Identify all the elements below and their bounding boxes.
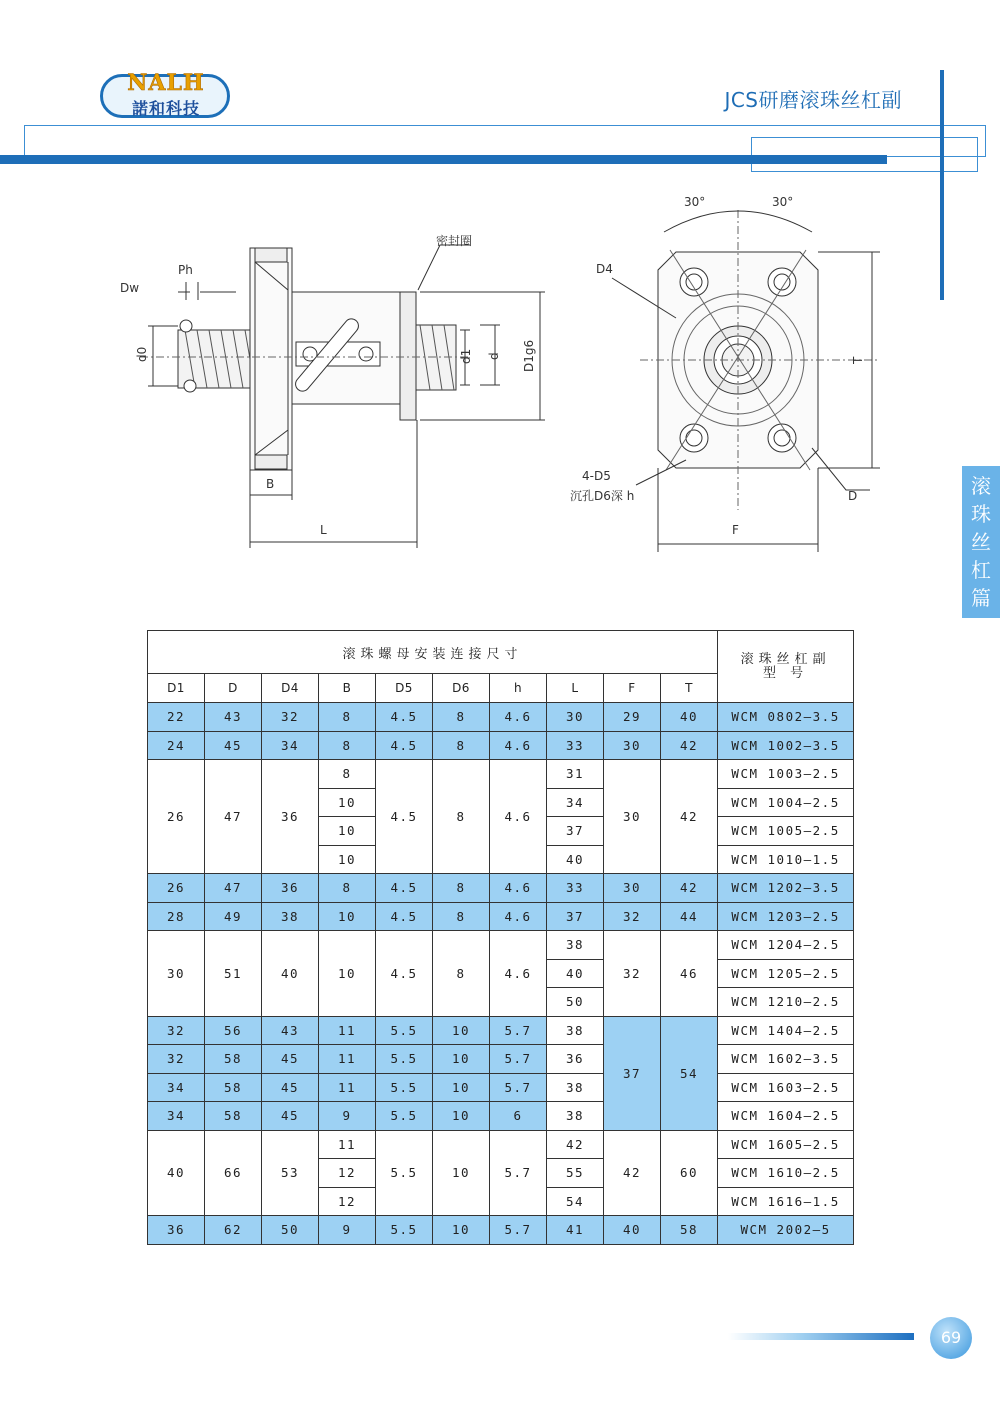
cell-d1: 26 (148, 874, 205, 903)
table-caption: 滚珠螺母安装连接尺寸 (148, 631, 718, 674)
cell-b: 10 (319, 845, 376, 874)
table-row (148, 931, 854, 960)
cell-d5: 4.5 (376, 731, 433, 760)
table-row (148, 731, 854, 760)
cell-d1: 24 (148, 731, 205, 760)
cell-d: 58 (205, 1045, 262, 1074)
cell-b: 8 (319, 703, 376, 732)
cell-b: 12 (319, 1187, 376, 1216)
cell-model: WCM 1610—2.5 (718, 1159, 854, 1188)
cell-d5: 4.5 (376, 874, 433, 903)
cell-h: 4.6 (490, 703, 547, 732)
cell-model: WCM 1602—3.5 (718, 1045, 854, 1074)
column-header: F (604, 674, 661, 703)
cell-d6: 10 (433, 1073, 490, 1102)
column-header: D6 (433, 674, 490, 703)
cell-l: 36 (547, 1045, 604, 1074)
table-row (148, 1216, 854, 1245)
cell-l: 54 (547, 1187, 604, 1216)
table-row (148, 1045, 854, 1074)
cell-d4: 50 (262, 1216, 319, 1245)
side-tab-char: 滚 (971, 474, 991, 498)
label-dd: D (848, 489, 858, 503)
cell-d5: 4.5 (376, 902, 433, 931)
cell-d: 58 (205, 1073, 262, 1102)
cell-h: 4.6 (490, 931, 547, 1017)
label-l: L (320, 523, 327, 537)
cell-d5: 4.5 (376, 931, 433, 1017)
cell-d5: 5.5 (376, 1130, 433, 1216)
cell-d5: 4.5 (376, 760, 433, 874)
technical-drawings (0, 0, 1000, 600)
cell-d5: 5.5 (376, 1045, 433, 1074)
cell-b: 9 (319, 1102, 376, 1131)
cell-l: 50 (547, 988, 604, 1017)
cell-d: 62 (205, 1216, 262, 1245)
label-angle-left: 30° (684, 195, 706, 209)
table-row (148, 1130, 854, 1159)
cell-l: 31 (547, 760, 604, 789)
cell-model: WCM 1010—1.5 (718, 845, 854, 874)
cell-d6: 10 (433, 1216, 490, 1245)
cell-d6: 8 (433, 931, 490, 1017)
cell-f: 30 (604, 760, 661, 874)
cell-d6: 10 (433, 1016, 490, 1045)
table-row (148, 902, 854, 931)
table-row (148, 874, 854, 903)
model-header (718, 631, 854, 703)
cell-d: 47 (205, 760, 262, 874)
cell-l: 38 (547, 1102, 604, 1131)
cell-model: WCM 1404—2.5 (718, 1016, 854, 1045)
cell-t: 54 (661, 1016, 718, 1130)
cell-d4: 38 (262, 902, 319, 931)
label-counterbore: 沉孔D6深 h (570, 489, 635, 503)
side-tab-char: 珠 (971, 502, 991, 526)
cell-d4: 36 (262, 760, 319, 874)
table-row (148, 1073, 854, 1102)
side-tab-char: 篇 (971, 586, 991, 610)
cell-h: 4.6 (490, 874, 547, 903)
column-header: T (661, 674, 718, 703)
label-d0: d0 (135, 346, 149, 362)
cell-d6: 8 (433, 902, 490, 931)
cell-d5: 5.5 (376, 1073, 433, 1102)
page-title: JCS研磨滚珠丝杠副 (724, 88, 902, 112)
cell-d1: 26 (148, 760, 205, 874)
cell-model: WCM 2002—5 (718, 1216, 854, 1245)
label-angle-right: 30° (772, 195, 794, 209)
cell-model: WCM 1204—2.5 (718, 931, 854, 960)
cell-t: 46 (661, 931, 718, 1017)
cell-d: 51 (205, 931, 262, 1017)
cell-d1: 34 (148, 1073, 205, 1102)
cell-model: WCM 1004—2.5 (718, 788, 854, 817)
column-header: L (547, 674, 604, 703)
cell-h: 5.7 (490, 1130, 547, 1216)
table-row (148, 1102, 854, 1131)
cell-l: 40 (547, 959, 604, 988)
cell-t: 60 (661, 1130, 718, 1216)
cell-d6: 10 (433, 1102, 490, 1131)
cell-d4: 45 (262, 1045, 319, 1074)
cell-t: 42 (661, 731, 718, 760)
label-d5: 4-D5 (582, 469, 611, 483)
cell-b: 11 (319, 1130, 376, 1159)
cell-t: 42 (661, 874, 718, 903)
cell-d6: 10 (433, 1045, 490, 1074)
cell-d1: 32 (148, 1016, 205, 1045)
label-d4: D4 (596, 262, 613, 276)
cell-d4: 53 (262, 1130, 319, 1216)
cell-d4: 45 (262, 1073, 319, 1102)
cell-h: 6 (490, 1102, 547, 1131)
cell-l: 33 (547, 731, 604, 760)
cell-f: 29 (604, 703, 661, 732)
cell-b: 11 (319, 1045, 376, 1074)
page-number: 69 (930, 1317, 972, 1359)
cell-l: 55 (547, 1159, 604, 1188)
table-row (148, 760, 854, 789)
cell-model: WCM 1203—2.5 (718, 902, 854, 931)
cell-f: 30 (604, 874, 661, 903)
cell-l: 30 (547, 703, 604, 732)
cell-h: 5.7 (490, 1045, 547, 1074)
cell-model: WCM 1603—2.5 (718, 1073, 854, 1102)
cell-d1: 28 (148, 902, 205, 931)
column-header: D (205, 674, 262, 703)
cell-h: 5.7 (490, 1073, 547, 1102)
label-ph: Ph (178, 263, 193, 277)
cell-model: WCM 0802—3.5 (718, 703, 854, 732)
label-t: T (851, 356, 865, 364)
model-header-line1: 滚珠丝杠副 (740, 651, 831, 667)
cell-model: WCM 1616—1.5 (718, 1187, 854, 1216)
label-b: B (266, 477, 275, 491)
cell-d: 47 (205, 874, 262, 903)
label-seal: 密封圈 (436, 234, 473, 248)
cell-l: 34 (547, 788, 604, 817)
cell-l: 41 (547, 1216, 604, 1245)
cell-b: 10 (319, 902, 376, 931)
cell-d: 58 (205, 1102, 262, 1131)
label-f: F (732, 523, 739, 537)
model-header-line2: 型 号 (763, 665, 809, 681)
column-header: D4 (262, 674, 319, 703)
cell-model: WCM 1002—3.5 (718, 731, 854, 760)
cell-d: 49 (205, 902, 262, 931)
cell-t: 58 (661, 1216, 718, 1245)
side-tab-char: 丝 (971, 530, 991, 554)
cell-f: 37 (604, 1016, 661, 1130)
cell-d: 45 (205, 731, 262, 760)
cell-d5: 5.5 (376, 1102, 433, 1131)
cell-model: WCM 1202—3.5 (718, 874, 854, 903)
cell-h: 5.7 (490, 1216, 547, 1245)
cell-h: 4.6 (490, 760, 547, 874)
cell-b: 9 (319, 1216, 376, 1245)
front-view-drawing (612, 210, 880, 552)
cell-b: 10 (319, 788, 376, 817)
cell-f: 32 (604, 902, 661, 931)
table-row (148, 1016, 854, 1045)
cell-f: 42 (604, 1130, 661, 1216)
label-d: d (487, 352, 501, 360)
column-header: D5 (376, 674, 433, 703)
logo-chinese-text: 諾和科技 (131, 99, 200, 118)
cell-d: 66 (205, 1130, 262, 1216)
column-header: B (319, 674, 376, 703)
cell-d4: 32 (262, 703, 319, 732)
spec-table (147, 630, 854, 1245)
cell-b: 10 (319, 931, 376, 1017)
side-tab-char: 杠 (971, 558, 991, 582)
cell-t: 44 (661, 902, 718, 931)
cell-b: 8 (319, 874, 376, 903)
label-dw: Dw (120, 281, 140, 295)
cell-d5: 5.5 (376, 1216, 433, 1245)
label-d1g6: D1g6 (522, 339, 536, 372)
cell-d4: 45 (262, 1102, 319, 1131)
cell-d6: 8 (433, 731, 490, 760)
cell-model: WCM 1210—2.5 (718, 988, 854, 1017)
cell-d1: 40 (148, 1130, 205, 1216)
cell-f: 30 (604, 731, 661, 760)
cell-d5: 4.5 (376, 703, 433, 732)
cell-d1: 32 (148, 1045, 205, 1074)
cell-model: WCM 1205—2.5 (718, 959, 854, 988)
cell-l: 42 (547, 1130, 604, 1159)
cell-d4: 40 (262, 931, 319, 1017)
cell-d: 43 (205, 703, 262, 732)
footer-gradient-bar (728, 1333, 914, 1340)
cell-b: 11 (319, 1073, 376, 1102)
cell-l: 33 (547, 874, 604, 903)
cell-b: 10 (319, 817, 376, 846)
table-row (148, 703, 854, 732)
side-view-drawing (140, 245, 545, 548)
cell-h: 4.6 (490, 902, 547, 931)
cell-d1: 34 (148, 1102, 205, 1131)
cell-h: 4.6 (490, 731, 547, 760)
label-d1: d1 (459, 348, 473, 364)
cell-d4: 43 (262, 1016, 319, 1045)
cell-l: 37 (547, 902, 604, 931)
cell-d5: 5.5 (376, 1016, 433, 1045)
cell-t: 40 (661, 703, 718, 732)
cell-d6: 8 (433, 874, 490, 903)
cell-l: 37 (547, 817, 604, 846)
cell-d4: 34 (262, 731, 319, 760)
cell-l: 40 (547, 845, 604, 874)
cell-model: WCM 1005—2.5 (718, 817, 854, 846)
cell-d1: 22 (148, 703, 205, 732)
cell-l: 38 (547, 1073, 604, 1102)
cell-f: 32 (604, 931, 661, 1017)
cell-b: 12 (319, 1159, 376, 1188)
cell-f: 40 (604, 1216, 661, 1245)
cell-d1: 30 (148, 931, 205, 1017)
cell-d: 56 (205, 1016, 262, 1045)
logo-brand-text: NALH (127, 70, 205, 96)
cell-d6: 8 (433, 703, 490, 732)
cell-d4: 36 (262, 874, 319, 903)
cell-model: WCM 1605—2.5 (718, 1130, 854, 1159)
cell-b: 8 (319, 731, 376, 760)
cell-d6: 10 (433, 1130, 490, 1216)
cell-b: 8 (319, 760, 376, 789)
cell-h: 5.7 (490, 1016, 547, 1045)
column-header: h (490, 674, 547, 703)
cell-l: 38 (547, 1016, 604, 1045)
cell-d1: 36 (148, 1216, 205, 1245)
cell-t: 42 (661, 760, 718, 874)
cell-model: WCM 1604—2.5 (718, 1102, 854, 1131)
cell-l: 38 (547, 931, 604, 960)
cell-b: 11 (319, 1016, 376, 1045)
cell-d6: 8 (433, 760, 490, 874)
column-header: D1 (148, 674, 205, 703)
cell-model: WCM 1003—2.5 (718, 760, 854, 789)
